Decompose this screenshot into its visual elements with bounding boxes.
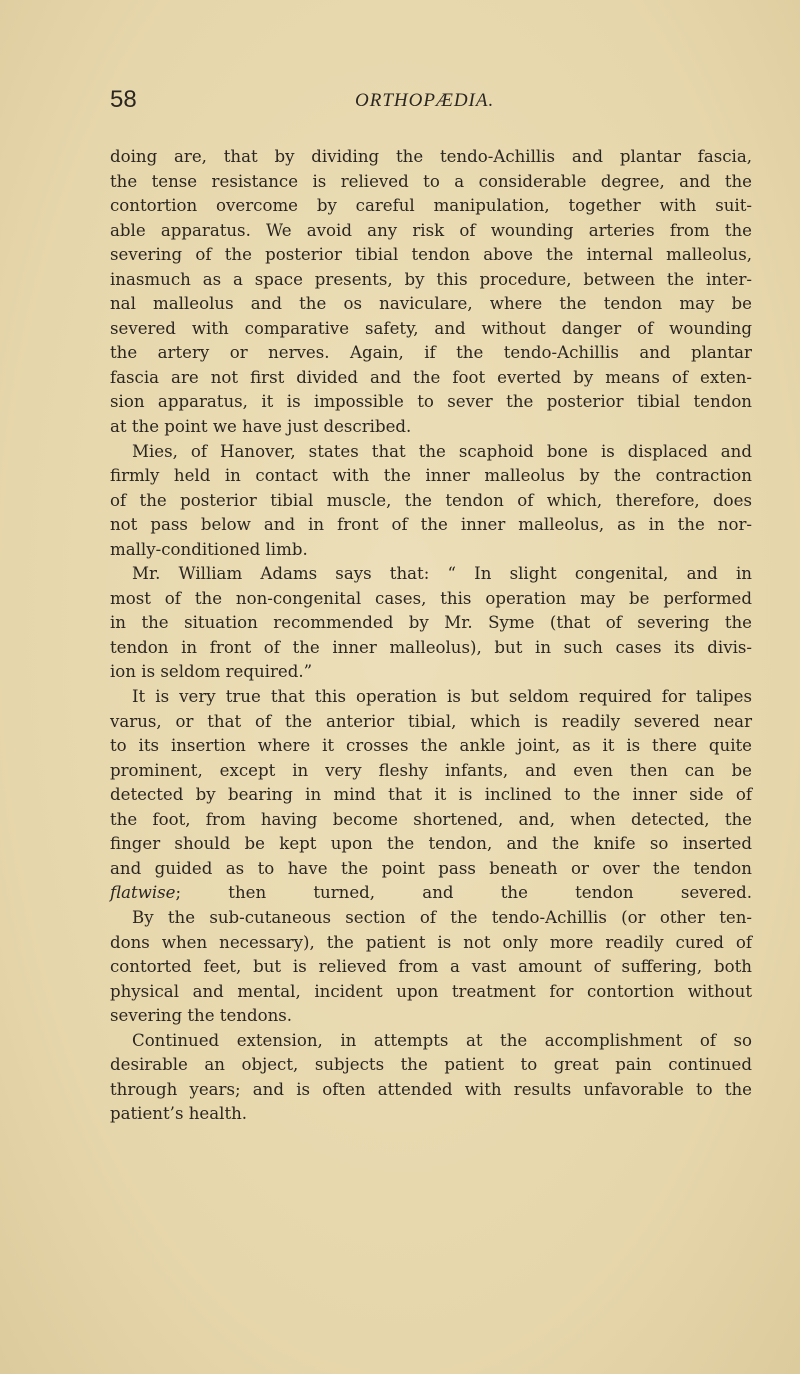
text-line: Mies, of Hanover, states that the scaphoid bone is displaced and [132, 441, 752, 461]
text-line: Mr. William Adams says that: “ In slight congenital, and in [132, 564, 752, 584]
text-line: finger should be kept upon the tendon, and the knife so inserted [110, 834, 752, 854]
text-line: fascia are not first divided and the foot everted by means of exten- [110, 367, 752, 387]
text-line: the artery or nerves. Again, if the tendo-Achillis and plantar [110, 343, 752, 363]
text-line: of the posterior tibial muscle, the tendon of which, therefore, does [110, 490, 752, 510]
text-line: tendon in front of the inner malleolus), but in such cases its divis- [110, 637, 752, 657]
text-line: varus, or that of the anterior tibial, which is readily severed near [110, 711, 752, 731]
text-line: most of the non-congenital cases, this operation may be performed [110, 588, 752, 608]
text-line: not pass below and in front of the inner malleolus, as in the nor- [110, 515, 752, 535]
text-line: the foot, from having become shortened, and, when detected, the [110, 809, 752, 829]
text-line: patient’s health. [110, 1104, 248, 1124]
text-line: severing of the posterior tibial tendon above the internal malleolus, [110, 245, 752, 265]
text-line: to its insertion where it crosses the ankle joint, as it is there quite [110, 736, 752, 756]
text-line: physical and mental, incident upon treatment for contortion without [110, 981, 752, 1001]
text-line: By the sub-cutaneous section of the tendo-Achillis (or other ten- [132, 907, 752, 927]
italic-word: flatwise [110, 883, 176, 903]
text-line: the tense resistance is relieved to a considerable degree, and the [110, 171, 752, 191]
text-line: doing are, that by dividing the tendo-Achillis and plantar fascia, [110, 147, 752, 166]
page-number: 58 [110, 86, 137, 113]
running-title: ORTHOPÆDIA. [355, 90, 495, 111]
text-line: Continued extension, in attempts at the accomplishment of so [132, 1030, 752, 1050]
text-line: mally-conditioned limb. [110, 539, 308, 559]
text-line: dons when necessary), the patient is not only more readily cured of [110, 932, 752, 952]
text-line: at the point we have just described. [110, 417, 412, 437]
text-line: prominent, except in very fleshy infants, and even then can be [110, 760, 752, 780]
text-line: inasmuch as a space presents, by this procedure, between the inter- [110, 269, 752, 289]
page-header [110, 86, 752, 116]
text-line: desirable an object, subjects the patient to great pain continued [110, 1055, 752, 1075]
text-line: severing the tendons. [110, 1006, 293, 1026]
text-line: able apparatus. We avoid any risk of wounding arteries from the [110, 220, 752, 240]
text-line: contortion overcome by careful manipulation, together with suit- [110, 196, 752, 216]
text-line: severed with comparative safety, and without danger of wounding [110, 318, 752, 338]
text-line: and guided as to have the point pass beneath or over the tendon [110, 858, 752, 878]
text-line: contorted feet, but is relieved from a vast amount of suffering, both [110, 957, 752, 977]
text-line: nal malleolus and the os naviculare, where the tendon may be [110, 294, 752, 314]
text-line: through years; and is often attended with results unfavorable to the [110, 1079, 752, 1099]
body-text [110, 145, 752, 1127]
text-line: in the situation recommended by Mr. Syme (that of severing the [110, 613, 752, 633]
text-line: detected by bearing in mind that it is inclined to the inner side of [110, 785, 752, 805]
text-line: ion is seldom required.” [110, 662, 313, 682]
text-line: It is very true that this operation is but seldom required for talipes [132, 687, 752, 707]
text-line: flatwise; then turned, and the tendon severed. [110, 883, 752, 903]
text-line: firmly held in contact with the inner malleolus by the contraction [110, 466, 752, 486]
text-line: sion apparatus, it is impossible to sever the posterior tibial tendon [110, 392, 752, 412]
